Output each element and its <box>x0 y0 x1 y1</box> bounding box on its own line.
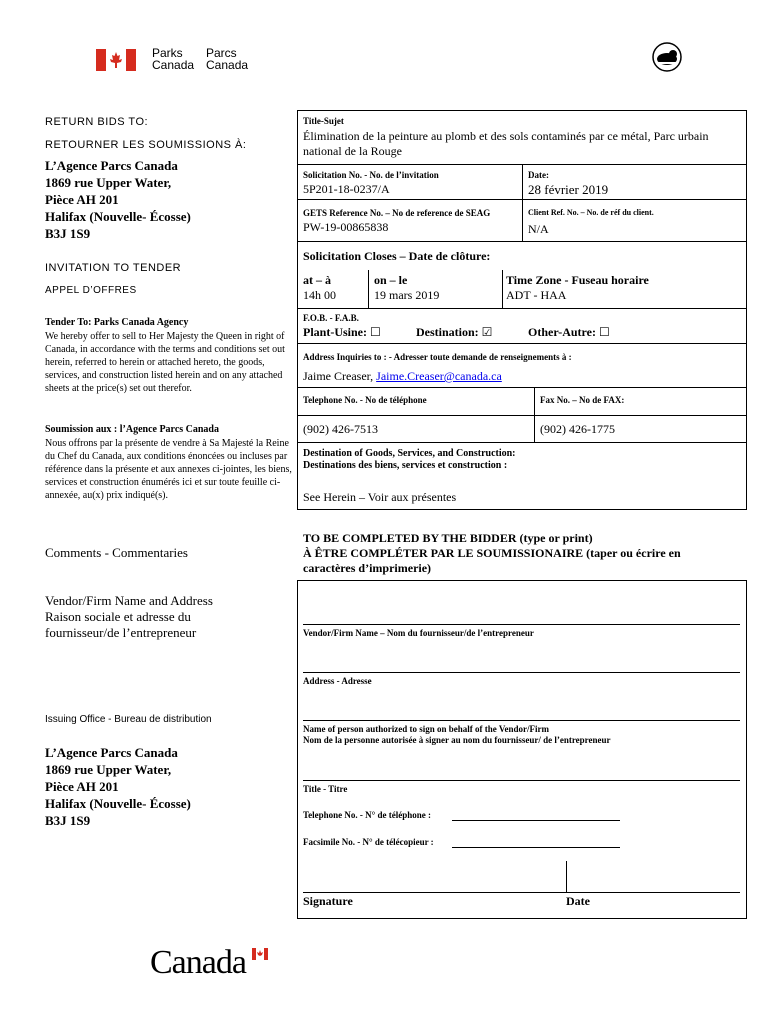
bidder-instruction-line: À ÊTRE COMPLÉTER PAR LE SOUMISSIONAIRE (taper ou écrire en <box>303 546 681 560</box>
soumission-heading: Soumission aux : l’Agence Parcs Canada <box>45 424 219 435</box>
contact-email-link[interactable]: Jaime.Creaser@canada.ca <box>376 369 502 383</box>
vendor-label-line: Raison sociale et adresse du <box>45 609 191 624</box>
address-line: B3J 1S9 <box>45 226 91 241</box>
phone-label: Telephone No. - No de téléphone <box>303 395 427 405</box>
timezone-value: ADT - HAA <box>506 288 567 302</box>
fob-options <box>303 325 743 341</box>
plant-usine-label: Plant-Usine: <box>303 325 367 339</box>
return-address <box>45 157 191 242</box>
on-label: on – le <box>374 273 408 287</box>
bidder-instructions <box>303 531 681 576</box>
client-ref-label: Client Ref. No. – No. de réf du client. <box>528 208 654 217</box>
other-checkbox[interactable]: ☐ <box>598 325 610 339</box>
canada-flag-icon <box>96 49 136 71</box>
date-field-label: Date <box>566 894 590 908</box>
tender-to-heading: Tender To: Parks Canada Agency <box>45 317 189 328</box>
address-line: Halifax (Nouvelle- Écosse) <box>45 796 191 811</box>
address-line: B3J 1S9 <box>45 813 91 828</box>
authorized-label-line: Nom de la personne autorisée à signer au nom du fournisseur/ de l’entrepreneur <box>303 735 611 745</box>
contact-name: Jaime Creaser, <box>303 369 374 383</box>
contact-line <box>303 369 502 384</box>
other-autre-label: Other-Autre: <box>528 325 596 339</box>
client-ref-value: N/A <box>528 222 549 236</box>
date-value: 28 février 2019 <box>528 182 609 197</box>
comments-label: Comments - Commentaries <box>45 545 188 560</box>
fob-label: F.O.B. - F.A.B. <box>303 313 359 323</box>
canada-wordmark <box>150 944 246 984</box>
authorized-label-line: Name of person authorized to sign on behalf of the Vendor/Firm <box>303 724 549 734</box>
parks-label: Parks <box>152 46 183 60</box>
title-label: Title-Sujet <box>303 116 344 126</box>
canada-wordmark-text: Canada <box>150 944 246 981</box>
bidder-instruction-line: caractères d’imprimerie) <box>303 561 432 575</box>
parks-canada-signature <box>96 47 256 75</box>
bidder-instruction-line: TO BE COMPLETED BY THE BIDDER (type or print) <box>303 531 593 545</box>
dest-goods-value: See Herein – Voir aux présentes <box>303 490 457 504</box>
telephone-field-label: Telephone No. - N° de téléphone : <box>303 810 432 820</box>
signature-label: Signature <box>303 894 353 908</box>
destination-label: Destination: <box>416 325 479 339</box>
canada-label: Canada <box>152 58 195 72</box>
gets-value: PW-19-00865838 <box>303 220 389 234</box>
vendor-label-line: Vendor/Firm Name and Address <box>45 593 213 608</box>
inquiries-label: Address Inquiries to : - Adresser toute demande de renseignements à : <box>303 352 572 362</box>
invitation-to-tender: INVITATION TO TENDER <box>45 262 182 274</box>
facsimile-field[interactable] <box>452 847 620 848</box>
tender-to-body: We hereby offer to sell to Her Majesty the Queen in right of Canada, in accordance with the terms and conditions set out herein, referred to herein or attached hereto, the goods, services, and construction listed herein and on any attached sheets at the price(s) set out therefor. <box>45 331 285 394</box>
vendor-name-address-label <box>45 593 213 641</box>
authorized-person-field[interactable] <box>303 720 740 721</box>
dest-goods-label-line: Destinations des biens, services et construction : <box>303 460 508 471</box>
beaver-emblem-icon <box>652 42 682 72</box>
address-line: 1869 rue Upper Water, <box>45 175 172 190</box>
return-bids-to: RETURN BIDS TO: <box>45 116 149 128</box>
address-line: Pièce AH 201 <box>45 779 119 794</box>
address-field[interactable] <box>303 672 740 673</box>
retourner-soumissions: RETOURNER LES SOUMISSIONS À: <box>45 139 247 151</box>
solicitation-value: 5P201-18-0237/A <box>303 182 390 196</box>
appel-offres: APPEL D’OFFRES <box>45 285 137 296</box>
address-line: L’Agence Parcs Canada <box>45 745 178 760</box>
vendor-name-field-label: Vendor/Firm Name – Nom du fournisseur/de l’entrepreneur <box>303 628 534 638</box>
plant-checkbox[interactable]: ☐ <box>370 325 381 339</box>
address-field-label: Address - Adresse <box>303 676 372 686</box>
fax-label: Fax No. – No de FAX: <box>540 395 625 405</box>
timezone-label: Time Zone - Fuseau horaire <box>506 273 649 287</box>
closes-label: Solicitation Closes – Date de clôture: <box>303 249 491 263</box>
signature-field[interactable] <box>303 892 740 893</box>
telephone-field[interactable] <box>452 820 620 821</box>
at-value: 14h 00 <box>303 288 336 302</box>
vendor-label-line: fournisseur/de l’entrepreneur <box>45 625 197 640</box>
issuing-office-label: Issuing Office - Bureau de distribution <box>45 714 212 725</box>
destination-checkbox[interactable]: ☑ <box>481 325 493 339</box>
title-value: Élimination de la peinture au plomb et des sols contaminés par ce métal, Parc urbain national de la Rouge <box>303 129 709 158</box>
fax-value: (902) 426-1775 <box>540 422 615 436</box>
gets-label: GETS Reference No. – No de reference de SEAG <box>303 208 491 218</box>
wordmark-flag-icon <box>252 948 268 960</box>
title-field-label: Title - Titre <box>303 784 348 794</box>
vendor-name-field[interactable] <box>303 624 740 625</box>
solicitation-label: Solicitation No. - No. de l’invitation <box>303 170 439 180</box>
parcs-label: Parcs <box>206 46 237 60</box>
canada-fr-label: Canada <box>206 58 249 72</box>
phone-value: (902) 426-7513 <box>303 422 378 436</box>
issuing-address <box>45 744 191 829</box>
address-line: Pièce AH 201 <box>45 192 119 207</box>
title-field[interactable] <box>303 780 740 781</box>
address-line: 1869 rue Upper Water, <box>45 762 172 777</box>
at-label: at – à <box>303 273 331 287</box>
address-line: Halifax (Nouvelle- Écosse) <box>45 209 191 224</box>
authorized-person-label <box>303 724 611 746</box>
date-label: Date: <box>528 170 549 180</box>
facsimile-field-label: Facsimile No. - N° de télécopieur : <box>303 837 434 847</box>
on-value: 19 mars 2019 <box>374 288 440 302</box>
dest-goods-label-line: Destination of Goods, Services, and Construction: <box>303 448 516 459</box>
dest-goods-label <box>303 448 516 472</box>
address-line: L’Agence Parcs Canada <box>45 158 178 173</box>
signature-date-divider <box>566 861 567 892</box>
soumission-body: Nous offrons par la présente de vendre à Sa Majesté la Reine du Chef du Canada, aux conditions énoncées ou incluses par référence dans la présente et aux annexes ci-jointes, les biens, services et construction énumérés ici et sur toute feuille ci-annexée, au(x) prix indiqué(s). <box>45 438 292 501</box>
